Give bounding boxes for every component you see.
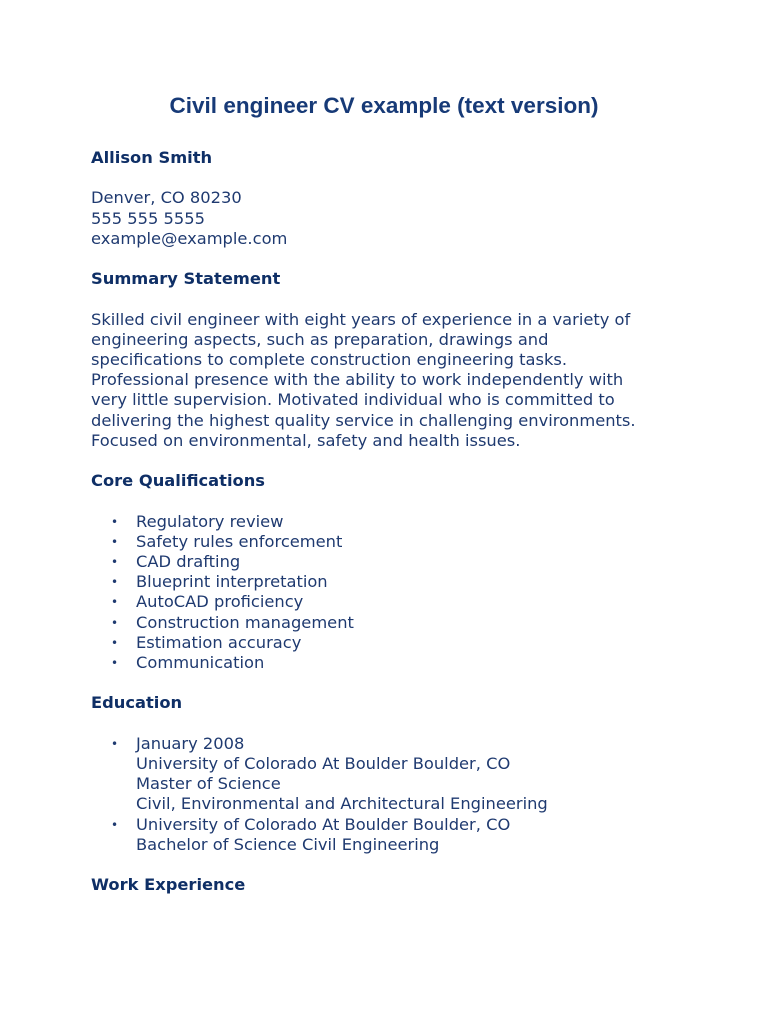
qualifications-heading: Core Qualifications xyxy=(91,471,265,491)
contact-address: Denver, CO 80230 xyxy=(91,188,242,208)
education-degree: Bachelor of Science Civil Engineering xyxy=(136,834,440,854)
education-item xyxy=(136,815,691,855)
summary-heading: Summary Statement xyxy=(91,269,281,289)
work-experience-heading: Work Experience xyxy=(91,875,246,895)
summary-paragraph xyxy=(91,310,691,451)
candidate-name: Allison Smith xyxy=(91,148,213,167)
summary-line: specifications to complete construction engineering tasks. xyxy=(91,349,568,369)
list-item: • Construction management xyxy=(136,613,691,633)
summary-line: Skilled civil engineer with eight years of experience in a variety of xyxy=(91,309,631,329)
education-school: • University of Colorado At Boulder Boulder, CO xyxy=(136,814,511,834)
education-date: • January 2008 xyxy=(136,733,245,753)
list-item: • Regulatory review xyxy=(136,512,691,532)
education-degree: Master of Science xyxy=(136,774,281,794)
summary-line: Focused on environmental, safety and health issues. xyxy=(91,430,521,450)
document-title: Civil engineer CV example (text version) xyxy=(169,93,599,118)
list-item: • Blueprint interpretation xyxy=(136,572,691,592)
education-field: Civil, Environmental and Architectural Engineering xyxy=(136,794,548,814)
education-list xyxy=(91,734,691,855)
list-item: • AutoCAD proficiency xyxy=(136,592,691,612)
summary-line: engineering aspects, such as preparation, drawings and xyxy=(91,329,549,349)
list-item: • Safety rules enforcement xyxy=(136,532,691,552)
list-item: • Estimation accuracy xyxy=(136,633,691,653)
education-item xyxy=(136,734,691,815)
list-item: • Communication xyxy=(136,653,691,673)
cv-content xyxy=(91,148,691,895)
education-school: University of Colorado At Boulder Boulder, CO xyxy=(136,753,511,773)
summary-line: Professional presence with the ability to work independently with xyxy=(91,370,624,390)
contact-phone: 555 555 5555 xyxy=(91,208,205,228)
list-item: • CAD drafting xyxy=(136,552,691,572)
contact-email: example@example.com xyxy=(91,228,288,248)
summary-line: very little supervision. Motivated individual who is committed to xyxy=(91,390,615,410)
qualifications-list xyxy=(91,512,691,674)
summary-line: delivering the highest quality service in challenging environments. xyxy=(91,410,636,430)
education-heading: Education xyxy=(91,693,183,713)
